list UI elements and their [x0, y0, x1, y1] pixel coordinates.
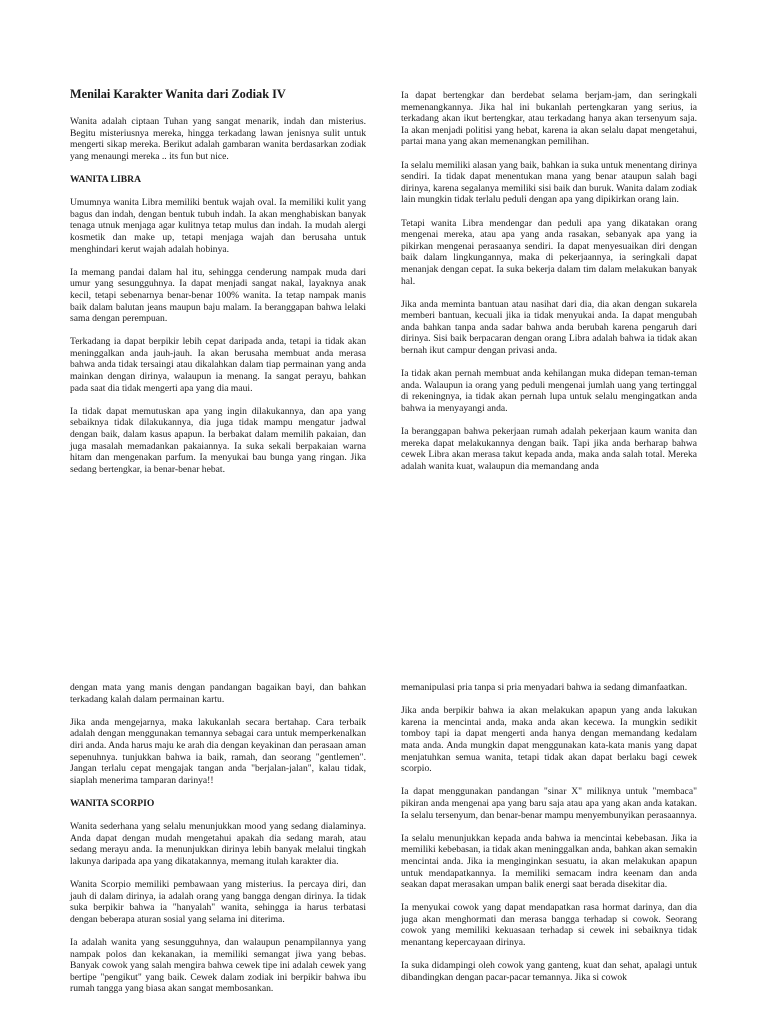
paragraph: Ia tidak akan pernah membuat anda kehilangan muka didepan teman-teman anda. Walaupun ia orang yang peduli mengenai jumlah uang yang tertinggal di rekeningnya, ia tidak akan pernah lupa untuk selalu mengingatkan anda bahwa ia menyayangi anda.	[401, 368, 697, 415]
intro-paragraph: Wanita adalah ciptaan Tuhan yang sangat menarik, indah dan misterius. Begitu misteriusnya mereka, hingga terkadang lawan jenisnya sulit untuk mengerti sikap mereka. Berikut adalah gambaran wanita berdasarkan zodiak yang menaungi mereka .. its fun but nice.	[70, 116, 366, 162]
paragraph: Umumnya wanita Libra memiliki bentuk wajah oval. Ia memiliki kulit yang bagus dan indah, dengan bentuk tubuh indah. Ia akan menghabiskan banyak tenaga utnuk menjaga agar kulitnya tetap mulus dan indah. Ia mudah alergi kosmetik dan make up, tetapi menjaga wajah dan berusaha untuk menghindari kerut wajah adalah hobinya.	[70, 197, 366, 255]
paragraph: Ia dapat bertengkar dan berdebat selama berjam-jam, dan seringkali memenangkannya. Jika hal ini bukanlah pertengkaran yang serius, ia terkadang akan ikut bertengkar, atau terkadang hanya akan tersenyum saja. Ia akan menjadi politisi yang hebat, karena ia akan selalu dapat mengetahui, partai mana yang akan memenangkan pemilihan.	[401, 90, 697, 148]
paragraph: Ia selalu menunjukkan kepada anda bahwa ia mencintai kebebasan. Jika ia memiliki kebebasan, ia tidak akan meninggalkan anda, bahkan akan semakin mencintai anda. Jika ia menginginkan sesuatu, ia akan melakukan apapun untuk mendapatkannya. Ia memiliki semacam indra keenam dan anda seakan dapat merasakan umpan balik energi saat berada disekitar dia.	[401, 832, 697, 891]
paragraph: Terkadang ia dapat berpikir lebih cepat daripada anda, tetapi ia tidak akan meninggalkan anda jauh-jauh. Ia akan berusaha membuat anda merasa bahwa anda tidak tersaingi atau dikalahkan dalam tiap permainan yang anda mainkan dengan dirinya, walaupun ia menang. Ia sangat perayu, bahkan pada saat dia tidak mengerti apa yang dia maui.	[70, 336, 366, 394]
libra-heading: WANITA LIBRA	[70, 173, 141, 185]
paragraph: Jika anda berpikir bahwa ia akan melakukan apapun yang anda lakukan karena ia mencintai anda, maka anda akan kecewa. Ia mungkin sedikit tomboy tapi ia dapat mengerti anda hanya dengan memandang kedalam mata anda. Anda mungkin dapat menggunakan kata-kata manis yang dapat menjatuhkan semua wanita, tetapi tidak akan dapat berlaku bagi cewek scorpio.	[401, 705, 697, 775]
paragraph: Jika anda meminta bantuan atau nasihat dari dia, dia akan dengan sukarela memberi bantuan, kecuali jika ia tidak menyukai anda. Ia dapat mengubah anda bahkan tanpa anda sadar bahwa anda berubah karena pengaruh dari dirinya. Sisi baik berpacaran dengan orang Libra adalah bahwa ia tidak akan bernah ikut campur dengan privasi anda.	[401, 298, 697, 357]
paragraph: Ia adalah wanita yang sesungguhnya, dan walaupun penampilannya yang nampak polos dan kekanakan, ia memiliki semangat jiwa yang bebas. Banyak cowok yang salah mengira bahwa cewek tipe ini adalah cewek yang bertipe "pengikut" yang baik. Cewek dalam zodiak ini berpikir bahwa ibu rumah tangga yang biasa akan sangat membosankan.	[70, 937, 366, 995]
paragraph: Ia dapat menggunakan pandangan "sinar X" miliknya untuk "membaca" pikiran anda mengenai apa yang baru saja atau apa yang akan anda katakan. Ia selalu tersenyum, dan benar-benar mampu menyembunyikan perasaannya.	[401, 786, 697, 821]
page1-left-column	[70, 87, 366, 487]
paragraph: Ia suka didampingi oleh cowok yang ganteng, kuat dan sehat, apalagi untuk dibandingkan dengan pacar-pacar temannya. Jika si cowok	[401, 960, 697, 983]
page-title: Menilai Karakter Wanita dari Zodiak IV	[70, 87, 286, 101]
paragraph: Ia tidak dapat memutuskan apa yang ingin dilakukannya, dan apa yang sebaiknya tidak dilakukannya, dia juga tidak mampu mengatur jadwal dengan baik, dalam kasus apapun. Ia berbakat dalam memilih pakaian, dan juga masalah memadankan pakaiannya. Ia suka sekali berpakaian warna hitam dan mengenakan parfum. Ia menyukai bau bunga yang ringan. Jika sedang bertengkar, ia benar-benar hebat.	[70, 405, 366, 475]
page2-right-column	[401, 682, 697, 1024]
paragraph: Ia menyukai cowok yang dapat mendapatkan rasa hormat darinya, dan dia juga akan menghormati dan merasa bangga terhadap si cowok. Seorang cowok yang memiliki kekuasaan terhadap si cewek ini sebaiknya tidak menantang kepercayaan dirinya.	[401, 902, 697, 949]
paragraph: Ia memang pandai dalam hal itu, sehingga cenderung nampak muda dari umur yang sesungguhnya. Ia dapat menjadi sangat nakal, layaknya anak kecil, tetapi sebenarnya benar-benar 100% wanita. Ia tetap nampak manis baik dalam balutan jeans maupun baju malam. Ia beranggapan bahwa lelaki sama dengan perempuan.	[70, 266, 366, 325]
paragraph: Ia selalu memiliki alasan yang baik, bahkan ia suka untuk menentang dirinya sendiri. Ia tidak dapat menentukan mana yang benar ataupun salah bagi dirinya, karena segalanya memiliki sisi baik dan buruk. Wanita dalam zodiak lain mungkin tidak terlalu peduli dengan apa yang dipikirkan orang lain.	[401, 159, 697, 206]
paragraph: Ia beranggapan bahwa pekerjaan rumah adalah pekerjaan kaum wanita dan mereka dapat melakukannya dengan baik. Tapi jika anda berharap bahwa cewek Libra akan merasa takut kepada anda, maka anda salah total. Mereka adalah wanita kuat, walaupun dia memandang anda	[401, 426, 697, 472]
paragraph: Wanita Scorpio memiliki pembawaan yang misterius. Ia percaya diri, dan jauh di dalam dirinya, ia adalah orang yang bangga dengan dirinya. Ia tidak suka berpikir bahwa ia "hanyalah" wanita, sehingga ia harus terbatasi dengan beberapa aturan sosial yang selama ini diterima.	[70, 879, 366, 925]
paragraph: Wanita sederhana yang selalu menunjukkan mood yang sedang dialaminya. Anda dapat dengan mudah mengetahui apakah dia sedang marah, atau sedang merayu anda. Ia menunjukkan dirinya lebih banyak melalui tingkah lakunya daripada apa yang dikatakannya, memang itulah karakter dia.	[70, 821, 366, 867]
page2-left-column	[70, 682, 366, 1007]
paragraph: memanipulasi pria tanpa si pria menyadari bahwa ia sedang dimanfaatkan.	[401, 682, 688, 693]
paragraph: dengan mata yang manis dengan pandangan bagaikan bayi, dan bahkan terkadang kalah dalam permainan kartu.	[70, 682, 366, 705]
paragraph: Tetapi wanita Libra mendengar dan peduli apa yang dikatakan orang mengenai mereka, atau apa yang anda rasakan, sebanyak apa yang ia pikirkan mengenai perasaanya sendiri. Ia dapat menyesuaikan diri dengan baik dalam lingkungannya, maka di pekerjaannya, ia seringkali dapat menanjak dengan cepat. Ia suka bekerja dalam tim dalam melakukan banyak hal.	[401, 217, 697, 287]
paragraph: Jika anda mengejarnya, maka lakukanlah secara bertahap. Cara terbaik adalah dengan menggunakan temannya sebagai cara untuk memperkenalkan diri anda. Anda harus maju ke arah dia dengan keyakinan dan perasaan aman sepenuhnya. tunjukkan bahwa ia baik, ramah, dan seorang "gentlemen". Jangan terlalu cepat mengajak tangan anda "berjalan-jalan", kalau tidak, siaplah menerima tamparan darinya!!	[70, 716, 366, 786]
page1-right-column	[401, 90, 697, 472]
scorpio-heading: WANITA SCORPIO	[70, 797, 155, 809]
